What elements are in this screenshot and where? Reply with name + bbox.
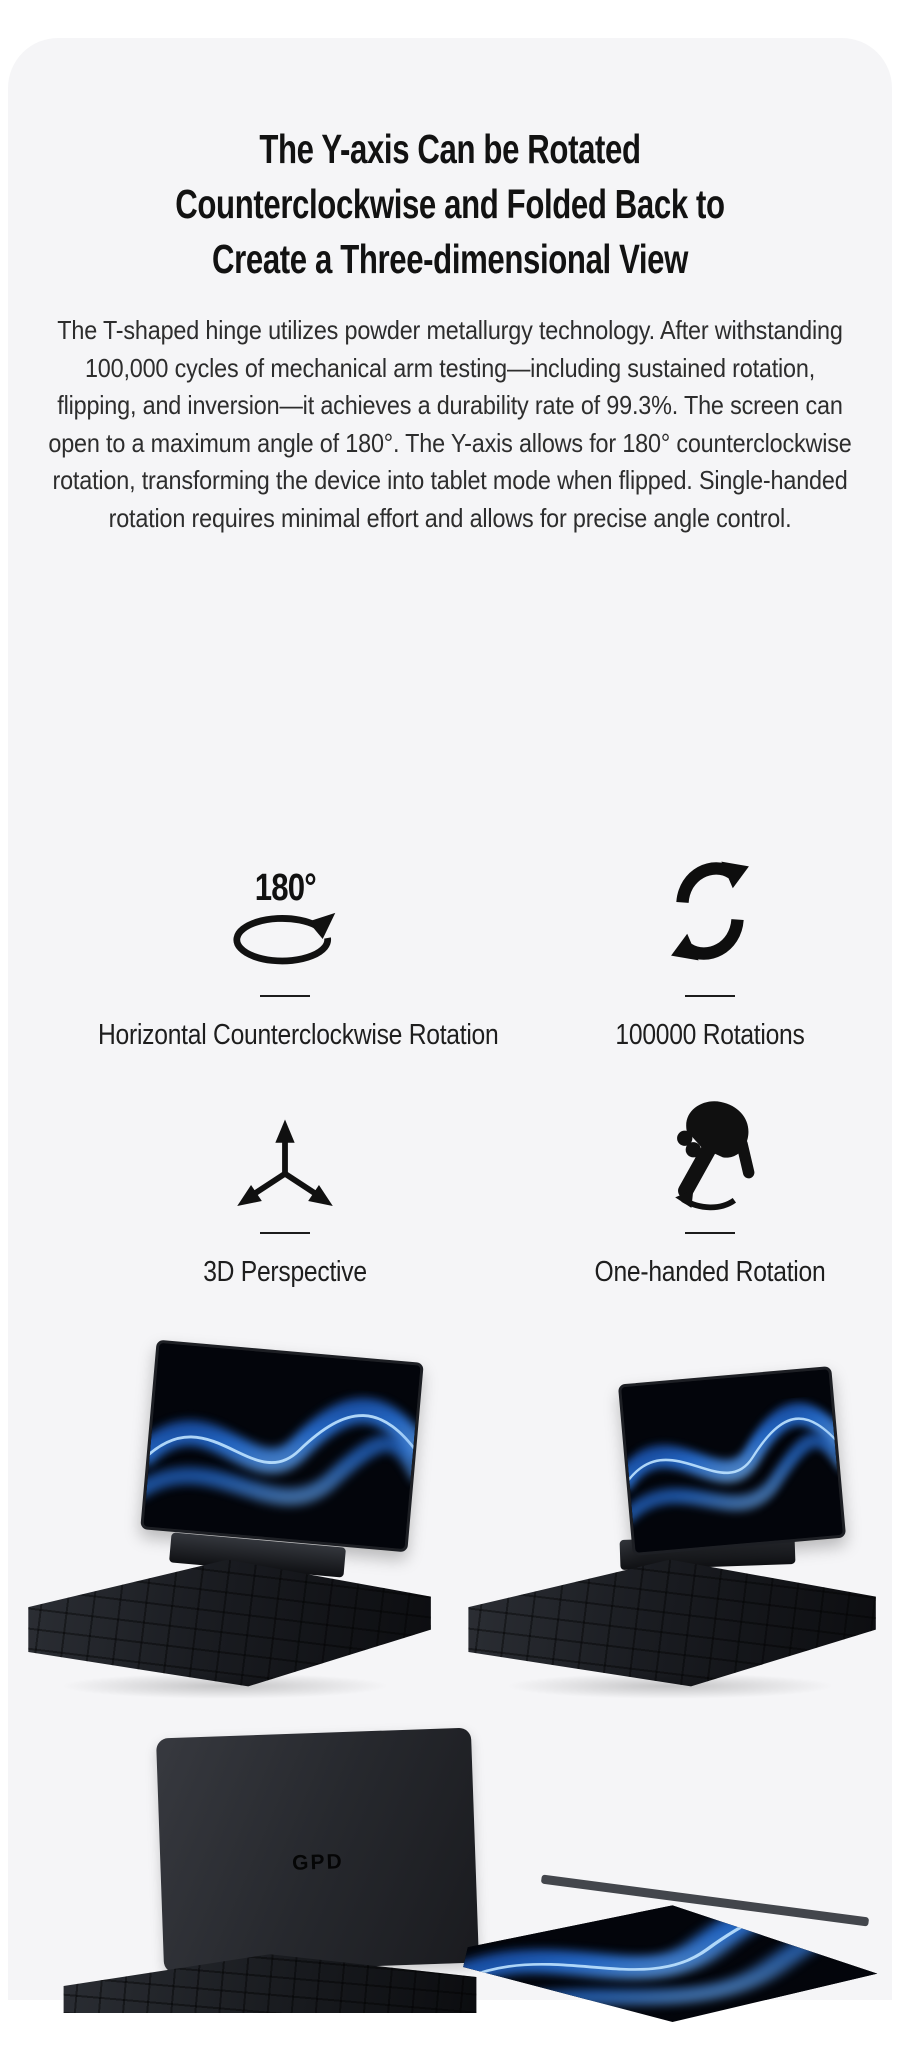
keyboard-deck bbox=[460, 1557, 880, 1689]
feature-rotation-cycles bbox=[490, 845, 900, 1052]
keyboard-deck bbox=[20, 1557, 435, 1689]
rotate-180-icon bbox=[225, 869, 345, 967]
page-title bbox=[0, 122, 900, 287]
tablet-screen bbox=[445, 1890, 900, 2000]
rotate-180-badge: 180° bbox=[254, 867, 316, 909]
page-title-line: The Y-axis Can be Rotated bbox=[259, 126, 641, 172]
intro-paragraph: The T-shaped hinge utilizes powder metallurgy technology. After withstanding 100,000 cycles of mechanical arm testing—including sustained rotation, flipping, and inversion—it achieves a durability rate of 99.3%. The screen can open to a maximum angle of 180°. The Y-axis allows for 180° counterclockwise rotation, transforming the device into tablet mode when flipped. Single-handed rotation requires minimal effort and allows for precise angle control. bbox=[48, 315, 852, 533]
feature-horizontal-rotation bbox=[65, 845, 505, 1052]
gpd-logo: GPD bbox=[291, 1849, 345, 1875]
page-title-line: Create a Three-dimensional View bbox=[212, 236, 688, 282]
feature-divider bbox=[685, 1232, 735, 1234]
feature-label: Horizontal Counterclockwise Rotation bbox=[98, 1019, 499, 1051]
ellipse-arrow-icon bbox=[225, 909, 345, 967]
feature-label: 3D Perspective bbox=[203, 1256, 367, 1288]
feature-label: 100000 Rotations bbox=[615, 1019, 805, 1051]
screen-wallpaper-waves bbox=[143, 1343, 420, 1549]
feature-3d-perspective bbox=[65, 1092, 505, 1289]
3d-axes-icon bbox=[227, 1114, 343, 1214]
screen-wallpaper-waves bbox=[621, 1369, 843, 1552]
shadow bbox=[505, 1673, 835, 1699]
feature-one-handed-rotation bbox=[490, 1092, 900, 1289]
laptop-lid bbox=[156, 1728, 479, 1974]
one-hand-rotate-icon bbox=[658, 1094, 763, 1214]
laptop-screen-open-image bbox=[20, 1345, 435, 1695]
feature-label: One-handed Rotation bbox=[594, 1256, 826, 1288]
laptop-screen-swivel-image bbox=[460, 1345, 880, 1695]
page-title-line: Counterclockwise and Folded Back to bbox=[175, 181, 725, 227]
feature-divider bbox=[260, 995, 310, 997]
tablet-mode-image bbox=[445, 1890, 900, 2000]
sync-arrows-icon bbox=[666, 855, 754, 967]
laptop-lid-back-image bbox=[55, 1695, 485, 2000]
laptop-screen bbox=[140, 1340, 424, 1553]
laptop-screen bbox=[618, 1366, 846, 1556]
feature-divider bbox=[685, 995, 735, 997]
feature-divider bbox=[260, 1232, 310, 1234]
